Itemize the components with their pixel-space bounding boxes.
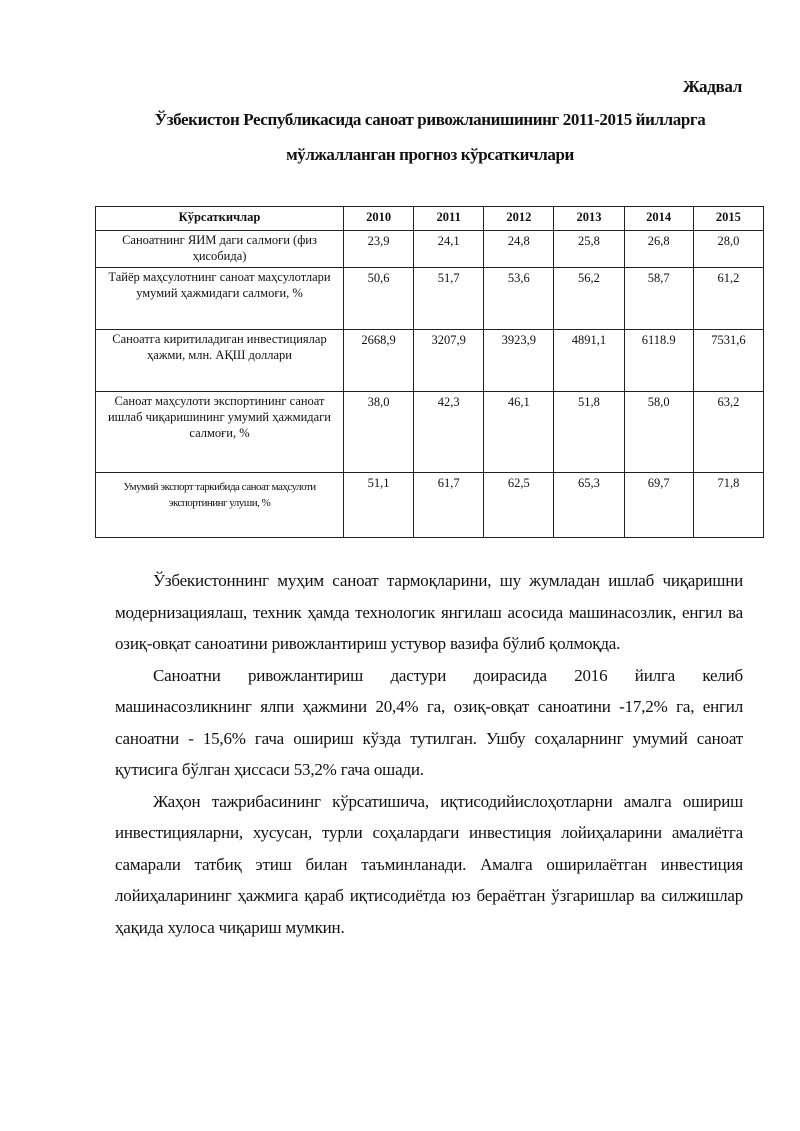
value-cell: 69,7: [624, 473, 693, 538]
column-header: 2010: [344, 207, 414, 231]
value-cell: 53,6: [484, 268, 554, 330]
value-cell: 38,0: [344, 392, 414, 473]
value-cell: 28,0: [693, 231, 763, 268]
value-cell: 51,1: [344, 473, 414, 538]
value-cell: 58,0: [624, 392, 693, 473]
column-header: 2011: [414, 207, 484, 231]
paragraph: Саноатни ривожлантириш дастури доирасида 2016 йилга келиб машинасозликнинг ялпи ҳажмини 20,4% га, озиқ-овқат саноатини -17,2% га, енгил саноатни - 15,6% гача ошириш кўзда тутилган. Ушбу соҳаларнинг умумий саноат қутисига бўлган ҳиссаси 53,2% гача ошади.: [115, 665, 743, 779]
value-cell: 26,8: [624, 231, 693, 268]
value-cell: 65,3: [554, 473, 624, 538]
value-cell: 61,2: [693, 268, 763, 330]
table-title-line-1: Ўзбекистон Республикасида саноат ривожланишининг 2011-2015 йилларга: [154, 110, 706, 129]
table-row: [96, 330, 764, 392]
value-cell: 50,6: [344, 268, 414, 330]
value-cell: 4891,1: [554, 330, 624, 392]
value-cell: 51,8: [554, 392, 624, 473]
column-header: 2012: [484, 207, 554, 231]
forecast-table: [95, 206, 764, 538]
value-cell: 71,8: [693, 473, 763, 538]
value-cell: 7531,6: [693, 330, 763, 392]
paragraph: Ўзбекистоннинг муҳим саноат тармоқларини, шу жумладан ишлаб чиқаришни модернизациялаш, техник ҳамда технологик янгилаш асосида машинасозлик, енгил ва озиқ-овқат саноатини ривожлантириш устувор вазифа бўлиб қолмоқда.: [115, 571, 743, 653]
value-cell: 24,8: [484, 231, 554, 268]
table-row: [96, 231, 764, 268]
body-text: [115, 565, 743, 943]
indicator-cell: Саноат маҳсулоти экспортининг саноат ишлаб чиқаришининг умумий ҳажмидаги салмоғи, %: [96, 392, 344, 473]
value-cell: 3923,9: [484, 330, 554, 392]
table-label: Жадвал: [682, 77, 742, 96]
value-cell: 24,1: [414, 231, 484, 268]
indicator-cell: Саноатга киритиладиган инвестициялар ҳажми, млн. АҚШ доллари: [96, 330, 344, 392]
table-row: [96, 268, 764, 330]
value-cell: 25,8: [554, 231, 624, 268]
column-header: Кўрсаткичлар: [96, 207, 344, 231]
table-title-line-2: мўлжалланган прогноз кўрсаткичлари: [286, 145, 574, 164]
value-cell: 6118.9: [624, 330, 693, 392]
indicator-cell: Саноатнинг ЯИМ даги салмоғи (физ ҳисобида): [96, 231, 344, 268]
table-header-row: [96, 207, 764, 231]
indicator-cell: Умумий экспорт таркибида саноат маҳсулоти экспортининг улуши, %: [96, 473, 344, 538]
value-cell: 2668,9: [344, 330, 414, 392]
value-cell: 61,7: [414, 473, 484, 538]
column-header: 2013: [554, 207, 624, 231]
value-cell: 3207,9: [414, 330, 484, 392]
value-cell: 58,7: [624, 268, 693, 330]
table-row: [96, 473, 764, 538]
column-header: 2014: [624, 207, 693, 231]
value-cell: 63,2: [693, 392, 763, 473]
column-header: 2015: [693, 207, 763, 231]
value-cell: 46,1: [484, 392, 554, 473]
indicator-cell: Тайёр маҳсулотнинг саноат маҳсулотлари умумий ҳажмидаги салмоғи, %: [96, 268, 344, 330]
table-row: [96, 392, 764, 473]
value-cell: 23,9: [344, 231, 414, 268]
value-cell: 62,5: [484, 473, 554, 538]
value-cell: 42,3: [414, 392, 484, 473]
value-cell: 56,2: [554, 268, 624, 330]
paragraph: Жаҳон тажрибасининг кўрсатишича, иқтисодийислоҳотларни амалга ошириш инвестицияларни, хусусан, турли соҳалардаги инвестиция лойиҳаларини амалиётга самарали татбиқ этиш билан таъминланади. Амалга оширилаётган инвестиция лойиҳаларининг ҳажмига қараб иқтисодиётда юз бераётган ўзгаришлар ва силжишлар ҳақида хулоса чиқариш мумкин.: [115, 791, 743, 937]
value-cell: 51,7: [414, 268, 484, 330]
